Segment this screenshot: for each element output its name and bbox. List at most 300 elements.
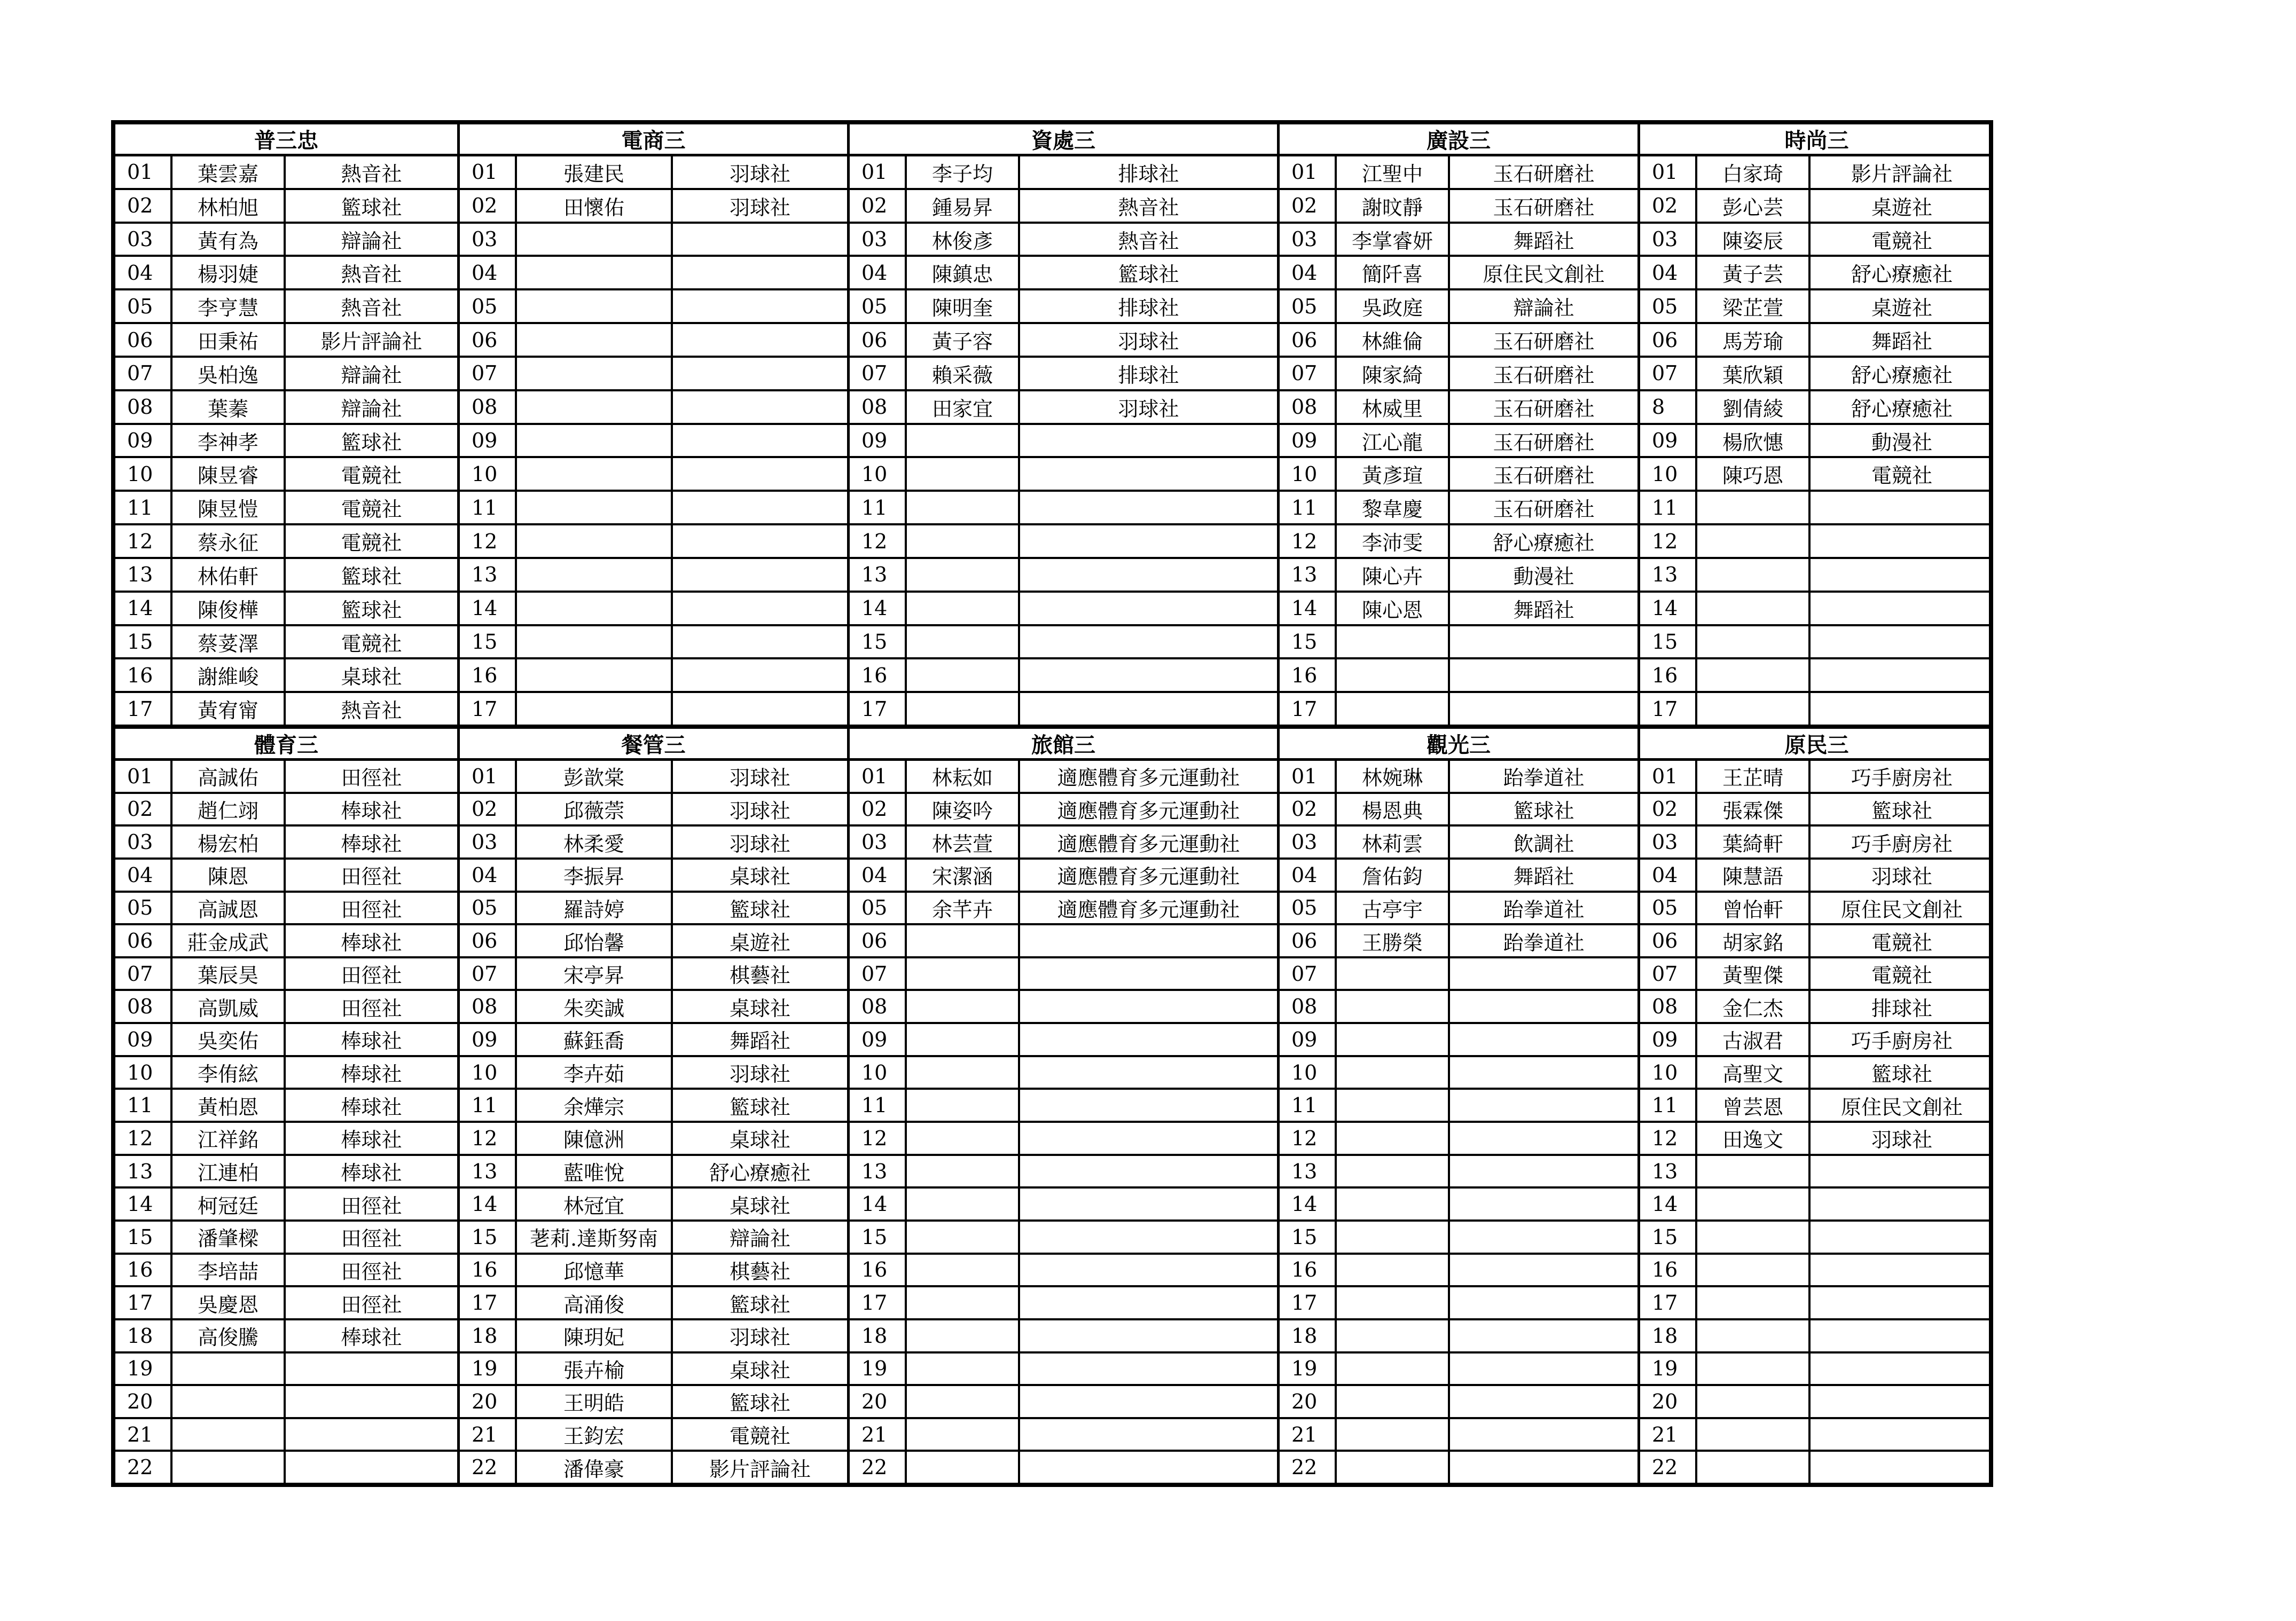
club-name: 排球社 [1118, 363, 1179, 387]
club-name: 羽球社 [729, 799, 790, 823]
club-name [1811, 1320, 1993, 1351]
table-row [460, 1255, 847, 1288]
table-row [1640, 1255, 1993, 1288]
student-name [517, 358, 673, 389]
seat-number: 11 [460, 492, 517, 523]
student-name: 金仁杰 [1697, 991, 1811, 1022]
table-row [115, 559, 457, 593]
seat-number: 19 [115, 1354, 173, 1384]
club-name: 棒球社 [341, 1095, 402, 1119]
seat-number: 02 [115, 794, 173, 825]
student-name [1337, 1320, 1450, 1351]
table-row [850, 1255, 1277, 1288]
seat-number: 09 [115, 425, 173, 457]
student-name: 林佑軒 [173, 559, 286, 591]
seat-number: 22 [460, 1452, 517, 1483]
seat-number: 13 [1640, 1156, 1697, 1187]
table-row [460, 1156, 847, 1189]
club-name: 籃球社 [729, 1391, 790, 1415]
table-row [1280, 1287, 1637, 1320]
student-name: 陳億洲 [517, 1123, 673, 1154]
student-name: 余燁宗 [517, 1090, 673, 1121]
seat-number: 20 [1640, 1386, 1697, 1417]
table-row [460, 425, 847, 459]
table-row [1280, 1024, 1637, 1057]
seat-number: 14 [850, 593, 907, 624]
club-name: 排球社 [1871, 996, 1932, 1020]
table-row [850, 761, 1277, 794]
seat-number: 15 [1640, 1222, 1697, 1253]
seat-number: 09 [460, 425, 517, 457]
club-name: 熱音社 [341, 699, 402, 723]
student-name: 田家宜 [907, 391, 1020, 423]
table-row [1640, 190, 1993, 224]
student-name: 曾怡軒 [1697, 893, 1811, 924]
student-name [1337, 1189, 1450, 1219]
table-row [850, 925, 1277, 958]
seat-number: 16 [850, 659, 907, 691]
table-row [1280, 1452, 1637, 1483]
student-name [517, 324, 673, 356]
table-row [115, 693, 457, 725]
seat-number: 01 [460, 761, 517, 792]
club-name [1450, 1386, 1637, 1417]
seat-number: 13 [1280, 559, 1337, 591]
seat-number: 04 [850, 257, 907, 288]
seat-number: 12 [1280, 525, 1337, 557]
seat-number: 11 [460, 1090, 517, 1121]
seat-number: 14 [115, 1189, 173, 1219]
student-name: 邱憶華 [517, 1255, 673, 1286]
student-name [1337, 1090, 1450, 1121]
club-name [286, 1386, 457, 1417]
club-name: 籃球社 [1871, 1063, 1932, 1087]
table-row [1280, 893, 1637, 926]
table-row [850, 324, 1277, 358]
student-name: 胡家銘 [1697, 925, 1811, 956]
club-name [1811, 659, 1993, 691]
club-name: 電競社 [1871, 464, 1932, 488]
seat-number: 07 [1640, 958, 1697, 989]
table-row [1280, 425, 1637, 459]
table-row [1280, 324, 1637, 358]
table-row [115, 290, 457, 324]
club-name: 田徑社 [341, 1194, 402, 1218]
student-name [1337, 1156, 1450, 1187]
seat-number: 08 [1280, 391, 1337, 423]
seat-number: 21 [1280, 1419, 1337, 1450]
seat-number: 10 [1640, 458, 1697, 490]
club-name: 跆拳道社 [1503, 766, 1585, 790]
table-row [1280, 1222, 1637, 1255]
seat-number: 08 [115, 391, 173, 423]
student-name [517, 391, 673, 423]
student-name: 白家琦 [1697, 156, 1811, 188]
student-name [1697, 693, 1811, 725]
seat-number: 16 [460, 1255, 517, 1286]
club-name: 舞蹈社 [1871, 330, 1932, 354]
club-name: 田徑社 [341, 1227, 402, 1251]
table-row [460, 1354, 847, 1387]
club-name: 籃球社 [341, 598, 402, 622]
student-name: 李侑絃 [173, 1057, 286, 1088]
seat-number: 08 [460, 391, 517, 423]
seat-number: 02 [460, 190, 517, 222]
student-name: 邱薇萗 [517, 794, 673, 825]
student-name: 陳玥妃 [517, 1320, 673, 1351]
club-name: 影片評論社 [1851, 162, 1953, 186]
student-name: 黃宥甯 [173, 693, 286, 725]
student-name [1697, 1354, 1811, 1384]
student-name [907, 1320, 1020, 1351]
table-row [460, 290, 847, 324]
student-name [1697, 1255, 1811, 1286]
seat-number: 07 [1280, 358, 1337, 389]
club-name [1020, 1024, 1277, 1055]
student-name: 柯冠廷 [173, 1189, 286, 1219]
club-name: 電競社 [1871, 964, 1932, 988]
seat-number: 19 [850, 1354, 907, 1384]
table-row [850, 626, 1277, 660]
seat-number: 14 [1640, 1189, 1697, 1219]
student-name [517, 224, 673, 255]
seat-number: 15 [1280, 626, 1337, 658]
table-row [850, 893, 1277, 926]
seat-number: 04 [115, 257, 173, 288]
club-name: 辯論社 [341, 397, 402, 421]
student-name: 宋亭昇 [517, 958, 673, 989]
club-name [673, 257, 847, 288]
club-name: 棒球社 [341, 1029, 402, 1053]
seat-number: 09 [1640, 1024, 1697, 1055]
club-name [1020, 1222, 1277, 1253]
table-row [1640, 1057, 1993, 1090]
club-name: 電競社 [729, 1425, 790, 1449]
table-row [1640, 1024, 1993, 1057]
club-name: 電競社 [341, 498, 402, 522]
seat-number: 17 [460, 693, 517, 725]
seat-number: 05 [1280, 893, 1337, 924]
seat-number: 17 [1640, 1287, 1697, 1318]
seat-number: 03 [460, 224, 517, 255]
student-name: 林莉雲 [1337, 827, 1450, 857]
club-name: 棒球社 [341, 1128, 402, 1152]
student-name [907, 559, 1020, 591]
club-name [1450, 1189, 1637, 1219]
seat-number: 11 [1640, 492, 1697, 523]
table-row [850, 1452, 1277, 1483]
club-name [673, 693, 847, 725]
table-row [1280, 358, 1637, 391]
student-name: 陳昱睿 [173, 458, 286, 490]
student-name: 葉辰昊 [173, 958, 286, 989]
table-row [850, 425, 1277, 459]
club-name: 棋藝社 [729, 1260, 790, 1284]
table-row [115, 794, 457, 827]
table-row [1280, 224, 1637, 257]
club-name [1020, 559, 1277, 591]
student-name: 陳明奎 [907, 290, 1020, 322]
club-name: 排球社 [1118, 296, 1179, 320]
table-row [850, 1057, 1277, 1090]
table-row [850, 391, 1277, 425]
club-name: 舞蹈社 [1513, 865, 1574, 889]
table-row [115, 1156, 457, 1189]
club-roster-sheet [111, 120, 1993, 1487]
student-name: 王芷晴 [1697, 761, 1811, 792]
club-name: 桌遊社 [1871, 195, 1932, 219]
club-name: 跆拳道社 [1503, 898, 1585, 922]
seat-number: 05 [850, 290, 907, 322]
club-name [1450, 1156, 1637, 1187]
table-row [1280, 593, 1637, 626]
student-name [907, 925, 1020, 956]
club-name [1020, 958, 1277, 989]
student-name [1337, 1452, 1450, 1483]
student-name: 楊欣憓 [1697, 425, 1811, 457]
club-name [1450, 659, 1637, 691]
seat-number: 06 [460, 324, 517, 356]
seat-number: 03 [1640, 224, 1697, 255]
club-name: 棒球社 [341, 1063, 402, 1087]
table-row [1640, 693, 1993, 725]
club-name: 羽球社 [729, 1063, 790, 1087]
student-name [1697, 1287, 1811, 1318]
seat-number: 16 [1280, 659, 1337, 691]
table-row [115, 761, 457, 794]
student-name [517, 693, 673, 725]
student-name [907, 958, 1020, 989]
table-row [460, 391, 847, 425]
table-row [460, 893, 847, 926]
table-row [850, 1354, 1277, 1387]
seat-number: 01 [850, 761, 907, 792]
table-row [1280, 991, 1637, 1024]
club-name: 熱音社 [1118, 195, 1179, 219]
student-name [907, 1222, 1020, 1253]
club-name: 羽球社 [729, 162, 790, 186]
student-name: 陳巧恩 [1697, 458, 1811, 490]
club-name [286, 1354, 457, 1384]
table-row [1280, 559, 1637, 593]
class-group [460, 729, 850, 1483]
seat-number: 01 [850, 156, 907, 188]
seat-number: 11 [1280, 1090, 1337, 1121]
class-title: 觀光三 [1280, 729, 1637, 761]
seat-number: 04 [850, 860, 907, 891]
seat-number: 03 [460, 827, 517, 857]
club-name [1811, 559, 1993, 591]
club-name: 適應體育多元運動社 [1057, 898, 1240, 922]
seat-number: 17 [850, 1287, 907, 1318]
seat-number: 06 [850, 925, 907, 956]
student-name: 葉欣穎 [1697, 358, 1811, 389]
table-row [115, 1320, 457, 1354]
seat-number: 09 [1640, 425, 1697, 457]
table-row [460, 1386, 847, 1419]
table-row [460, 1057, 847, 1090]
seat-number: 15 [850, 1222, 907, 1253]
seat-number: 14 [1280, 1189, 1337, 1219]
seat-number: 01 [115, 156, 173, 188]
seat-number: 8 [1640, 391, 1697, 423]
seat-number: 05 [115, 290, 173, 322]
seat-number: 04 [460, 860, 517, 891]
class-group [1640, 729, 1993, 1483]
club-name: 籃球社 [729, 1293, 790, 1317]
student-name [1697, 1386, 1811, 1417]
student-name: 高誠恩 [173, 893, 286, 924]
club-name [1450, 1222, 1637, 1253]
seat-number: 05 [460, 893, 517, 924]
seat-number: 05 [1640, 893, 1697, 924]
table-row [115, 1024, 457, 1057]
student-name: 高誠佑 [173, 761, 286, 792]
club-name: 棒球社 [341, 931, 402, 955]
table-row [1640, 991, 1993, 1024]
table-row [1640, 659, 1993, 693]
seat-number: 18 [850, 1320, 907, 1351]
club-name [1020, 1320, 1277, 1351]
seat-number: 06 [850, 324, 907, 356]
student-name: 張卉榆 [517, 1354, 673, 1384]
table-row [1640, 525, 1993, 559]
student-name: 李沛雯 [1337, 525, 1450, 557]
club-name [1450, 1287, 1637, 1318]
seat-number: 01 [1640, 761, 1697, 792]
table-row [115, 1123, 457, 1156]
student-name [1697, 559, 1811, 591]
table-row [850, 1386, 1277, 1419]
student-name: 林耘如 [907, 761, 1020, 792]
club-name: 籃球社 [729, 1095, 790, 1119]
table-row [460, 324, 847, 358]
student-name [907, 1057, 1020, 1088]
club-name: 籃球社 [341, 430, 402, 454]
table-row [1280, 860, 1637, 893]
club-name: 棒球社 [341, 799, 402, 823]
student-name [517, 257, 673, 288]
student-name: 簡阡喜 [1337, 257, 1450, 288]
table-row [1640, 1090, 1993, 1123]
seat-number: 05 [460, 290, 517, 322]
table-row [460, 156, 847, 190]
club-name: 玉石研磨社 [1493, 330, 1595, 354]
student-name [1337, 991, 1450, 1022]
class-title: 旅館三 [850, 729, 1277, 761]
table-row [460, 1123, 847, 1156]
seat-number: 16 [460, 659, 517, 691]
club-name: 辯論社 [1513, 296, 1574, 320]
table-row [850, 559, 1277, 593]
table-row [850, 693, 1277, 725]
table-row [460, 559, 847, 593]
club-name: 舒心療癒社 [1851, 263, 1953, 287]
club-name: 玉石研磨社 [1493, 498, 1595, 522]
class-group [850, 124, 1280, 725]
table-row [1640, 925, 1993, 958]
club-name [1450, 1452, 1637, 1483]
seat-number: 14 [1640, 593, 1697, 624]
seat-number: 11 [850, 492, 907, 523]
seat-number: 11 [850, 1090, 907, 1121]
seat-number: 07 [460, 358, 517, 389]
seat-number: 16 [1640, 659, 1697, 691]
student-name: 古淑君 [1697, 1024, 1811, 1055]
table-row [1640, 156, 1993, 190]
student-name [517, 626, 673, 658]
club-name [1811, 1419, 1993, 1450]
club-name: 電競社 [341, 632, 402, 656]
table-row [460, 525, 847, 559]
seat-number: 17 [115, 1287, 173, 1318]
student-name [907, 693, 1020, 725]
table-row [1280, 257, 1637, 290]
student-name: 高俊騰 [173, 1320, 286, 1351]
club-name: 辯論社 [729, 1227, 790, 1251]
student-name: 陳俊樺 [173, 593, 286, 624]
student-name [1697, 1419, 1811, 1450]
student-name: 李振昇 [517, 860, 673, 891]
roster-band-top [115, 124, 1989, 725]
student-name [1337, 1419, 1450, 1450]
seat-number: 16 [115, 1255, 173, 1286]
student-name: 羅詩婷 [517, 893, 673, 924]
table-row [115, 324, 457, 358]
table-row [460, 827, 847, 860]
table-row [850, 659, 1277, 693]
seat-number: 10 [460, 458, 517, 490]
seat-number: 14 [115, 593, 173, 624]
club-name [1020, 1057, 1277, 1088]
club-name [1020, 1354, 1277, 1384]
student-name [1337, 1123, 1450, 1154]
table-row [1640, 761, 1993, 794]
club-name: 適應體育多元運動社 [1057, 799, 1240, 823]
student-name: 林柏旭 [173, 190, 286, 222]
class-title: 餐管三 [460, 729, 847, 761]
table-row [115, 358, 457, 391]
club-name: 桌球社 [341, 665, 402, 689]
club-name [1020, 1156, 1277, 1187]
table-row [115, 525, 457, 559]
seat-number: 02 [460, 794, 517, 825]
club-name [1811, 593, 1993, 624]
club-name: 電競社 [341, 531, 402, 555]
table-row [850, 1222, 1277, 1255]
club-name [673, 593, 847, 624]
seat-number: 10 [115, 1057, 173, 1088]
student-name [907, 659, 1020, 691]
table-row [1640, 827, 1993, 860]
table-row [850, 156, 1277, 190]
table-row [1280, 1057, 1637, 1090]
student-name: 曾芸恩 [1697, 1090, 1811, 1121]
table-row [1640, 1354, 1993, 1387]
club-name: 玉石研磨社 [1493, 397, 1595, 421]
table-row [460, 1090, 847, 1123]
seat-number: 15 [115, 1222, 173, 1253]
club-name [1811, 1156, 1993, 1187]
club-name [1020, 991, 1277, 1022]
table-row [460, 693, 847, 725]
table-row [1640, 1452, 1993, 1483]
student-name: 吳政庭 [1337, 290, 1450, 322]
seat-number: 06 [460, 925, 517, 956]
club-name [286, 1452, 457, 1483]
table-row [1280, 1255, 1637, 1288]
club-name: 籃球社 [729, 898, 790, 922]
